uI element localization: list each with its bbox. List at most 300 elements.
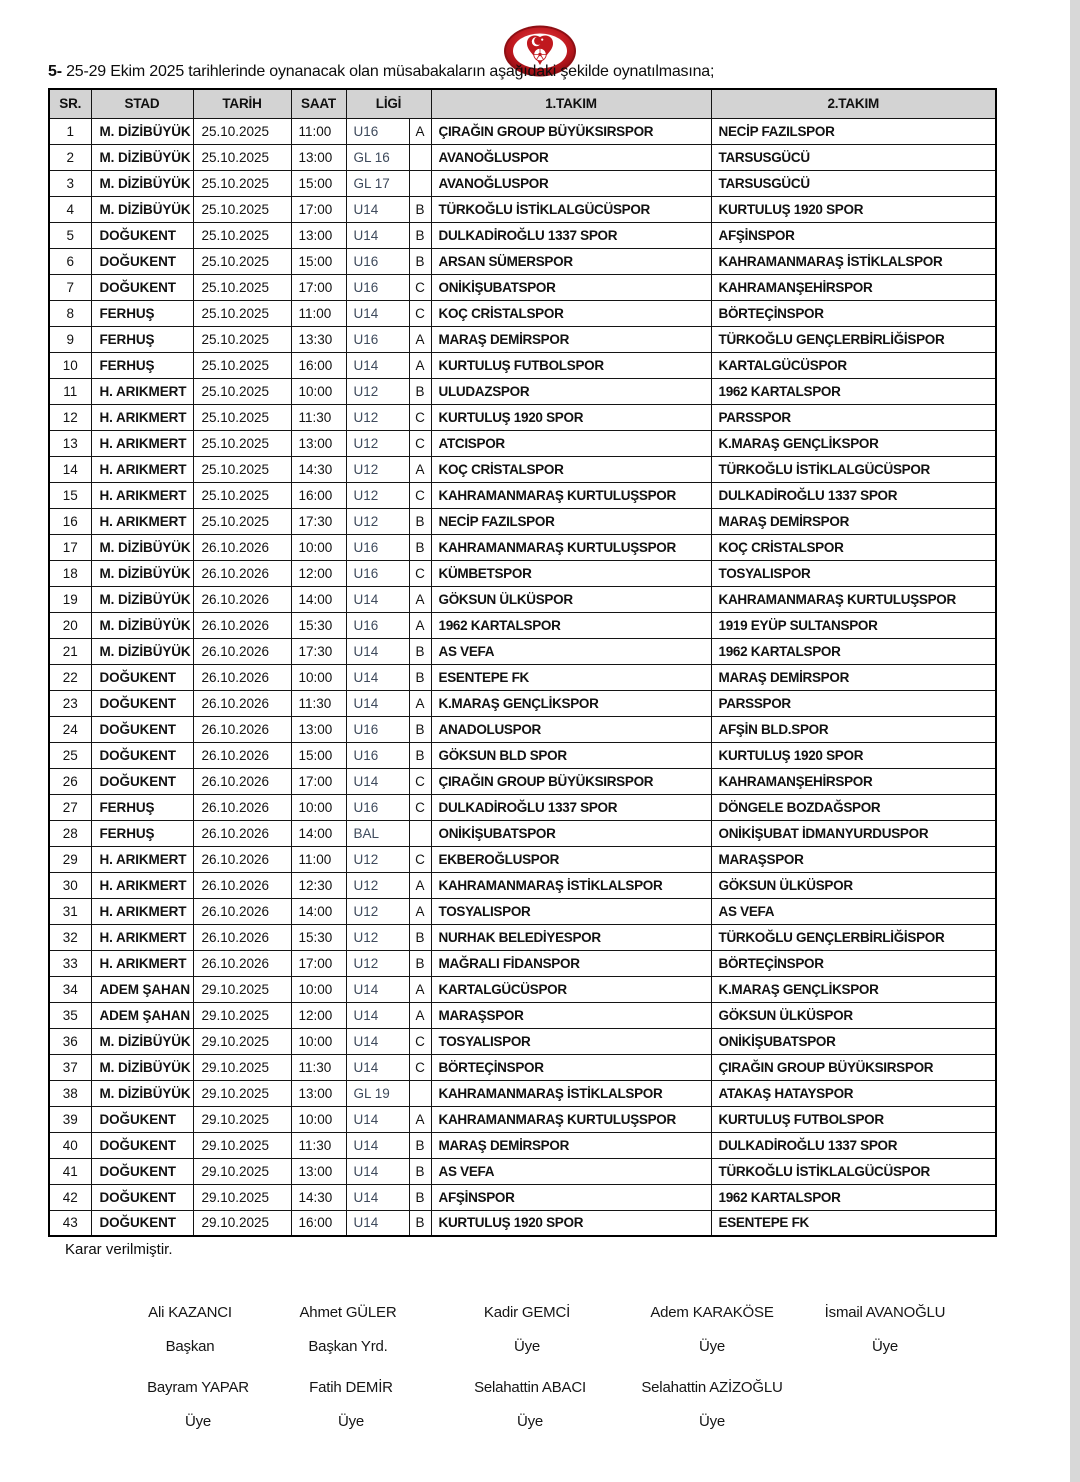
cell-team2: MARAŞ DEMİRSPOR <box>711 664 996 690</box>
table-row <box>49 430 996 456</box>
cell-team2: TÜRKOĞLU İSTİKLALGÜCÜSPOR <box>711 456 996 482</box>
cell-group: A <box>409 872 431 898</box>
cell-team1: GÖKSUN BLD SPOR <box>431 742 711 768</box>
table-row <box>49 352 996 378</box>
cell-league: U14 <box>346 976 409 1002</box>
cell-sr: 15 <box>49 482 91 508</box>
cell-date: 29.10.2025 <box>193 1210 291 1236</box>
cell-group: A <box>409 326 431 352</box>
cell-league: U14 <box>346 1184 409 1210</box>
cell-team2: DULKADİROĞLU 1337 SPOR <box>711 1132 996 1158</box>
signature-block <box>262 1303 434 1356</box>
cell-league: U16 <box>346 794 409 820</box>
cell-time: 13:00 <box>291 144 346 170</box>
signatory-role: Üye <box>513 1338 541 1355</box>
cell-stadium: DOĞUKENT <box>91 1158 193 1184</box>
cell-team1: KAHRAMANMARAŞ İSTİKLALSPOR <box>431 872 711 898</box>
cell-team2: ESENTEPE FK <box>711 1210 996 1236</box>
cell-stadium: M. DİZİBÜYÜK <box>91 118 193 144</box>
cell-date: 25.10.2025 <box>193 118 291 144</box>
cell-league: U14 <box>346 352 409 378</box>
cell-date: 25.10.2025 <box>193 300 291 326</box>
cell-team2: KAHRAMANMARAŞ İSTİKLALSPOR <box>711 248 996 274</box>
cell-team2: BÖRTEÇİNSPOR <box>711 950 996 976</box>
cell-time: 17:00 <box>291 274 346 300</box>
header-ligi: LİGİ <box>346 89 431 118</box>
cell-league: U14 <box>346 1158 409 1184</box>
cell-team2: ONİKİŞUBAT İDMANYURDUSPOR <box>711 820 996 846</box>
cell-team2: MARAŞ DEMİRSPOR <box>711 508 996 534</box>
cell-league: U14 <box>346 1106 409 1132</box>
cell-time: 13:00 <box>291 1158 346 1184</box>
table-row <box>49 1158 996 1184</box>
cell-sr: 9 <box>49 326 91 352</box>
table-row <box>49 1054 996 1080</box>
cell-group: B <box>409 1184 431 1210</box>
table-row <box>49 1210 996 1236</box>
cell-team2: 1962 KARTALSPOR <box>711 638 996 664</box>
cell-team2: BÖRTEÇİNSPOR <box>711 300 996 326</box>
header-takim1: 1.TAKIM <box>431 89 711 118</box>
cell-group: B <box>409 378 431 404</box>
decision-number: 5- <box>48 63 62 80</box>
cell-date: 26.10.2026 <box>193 950 291 976</box>
cell-group: B <box>409 1210 431 1236</box>
table-row <box>49 586 996 612</box>
scan-edge-strip <box>1070 0 1080 1482</box>
signature-block <box>441 1303 613 1356</box>
cell-stadium: DOĞUKENT <box>91 248 193 274</box>
cell-date: 26.10.2026 <box>193 898 291 924</box>
cell-group: B <box>409 664 431 690</box>
cell-team2: 1962 KARTALSPOR <box>711 1184 996 1210</box>
cell-league: U14 <box>346 1132 409 1158</box>
cell-league: U16 <box>346 274 409 300</box>
cell-stadium: H. ARIKMERT <box>91 482 193 508</box>
cell-league: U12 <box>346 950 409 976</box>
cell-sr: 23 <box>49 690 91 716</box>
cell-league: U14 <box>346 1028 409 1054</box>
signatory-role: Üye <box>698 1413 726 1430</box>
cell-league: U16 <box>346 716 409 742</box>
cell-group: A <box>409 1002 431 1028</box>
signatory-name: Bayram YAPAR <box>147 1379 249 1396</box>
cell-time: 10:00 <box>291 664 346 690</box>
cell-sr: 17 <box>49 534 91 560</box>
cell-stadium: DOĞUKENT <box>91 768 193 794</box>
table-row <box>49 456 996 482</box>
cell-group: A <box>409 1106 431 1132</box>
cell-group: C <box>409 846 431 872</box>
cell-date: 26.10.2026 <box>193 534 291 560</box>
cell-league: U12 <box>346 378 409 404</box>
cell-group: B <box>409 222 431 248</box>
cell-sr: 31 <box>49 898 91 924</box>
cell-time: 10:00 <box>291 534 346 560</box>
cell-team1: DULKADİROĞLU 1337 SPOR <box>431 794 711 820</box>
cell-league: GL 17 <box>346 170 409 196</box>
cell-stadium: M. DİZİBÜYÜK <box>91 1080 193 1106</box>
cell-league: U12 <box>346 482 409 508</box>
table-row <box>49 1184 996 1210</box>
cell-date: 25.10.2025 <box>193 430 291 456</box>
cell-team1: KURTULUŞ 1920 SPOR <box>431 404 711 430</box>
cell-time: 16:00 <box>291 352 346 378</box>
table-row <box>49 690 996 716</box>
cell-date: 25.10.2025 <box>193 248 291 274</box>
table-row <box>49 1080 996 1106</box>
cell-group: B <box>409 1132 431 1158</box>
cell-team1: KAHRAMANMARAŞ KURTULUŞSPOR <box>431 482 711 508</box>
cell-team2: PARSSPOR <box>711 404 996 430</box>
signatory-name: Ali KAZANCI <box>148 1304 232 1321</box>
cell-team2: 1962 KARTALSPOR <box>711 378 996 404</box>
header-saat: SAAT <box>291 89 346 118</box>
cell-team2: 1919 EYÜP SULTANSPOR <box>711 612 996 638</box>
cell-stadium: H. ARIKMERT <box>91 950 193 976</box>
cell-group: C <box>409 768 431 794</box>
table-row <box>49 1002 996 1028</box>
cell-league: U14 <box>346 196 409 222</box>
cell-date: 29.10.2025 <box>193 1106 291 1132</box>
cell-stadium: DOĞUKENT <box>91 1106 193 1132</box>
cell-time: 12:00 <box>291 560 346 586</box>
signature-block <box>444 1378 616 1431</box>
cell-date: 29.10.2025 <box>193 1028 291 1054</box>
cell-date: 26.10.2026 <box>193 872 291 898</box>
cell-league: U14 <box>346 690 409 716</box>
cell-team1: KARTALGÜCÜSPOR <box>431 976 711 1002</box>
cell-stadium: H. ARIKMERT <box>91 456 193 482</box>
cell-stadium: M. DİZİBÜYÜK <box>91 1028 193 1054</box>
signature-block <box>799 1303 971 1356</box>
cell-date: 25.10.2025 <box>193 456 291 482</box>
cell-date: 29.10.2025 <box>193 1080 291 1106</box>
cell-team1: GÖKSUN ÜLKÜSPOR <box>431 586 711 612</box>
cell-league: U16 <box>346 612 409 638</box>
cell-sr: 10 <box>49 352 91 378</box>
cell-team1: KOÇ CRİSTALSPOR <box>431 456 711 482</box>
signatory-name: Fatih DEMİR <box>309 1379 393 1396</box>
cell-group: B <box>409 742 431 768</box>
table-row <box>49 794 996 820</box>
cell-league: U12 <box>346 872 409 898</box>
table-row <box>49 716 996 742</box>
cell-stadium: H. ARIKMERT <box>91 846 193 872</box>
cell-sr: 35 <box>49 1002 91 1028</box>
cell-group: A <box>409 352 431 378</box>
cell-league: U16 <box>346 326 409 352</box>
cell-team1: MARAŞSPOR <box>431 1002 711 1028</box>
cell-sr: 36 <box>49 1028 91 1054</box>
signatory-role: Üye <box>337 1413 365 1430</box>
cell-sr: 11 <box>49 378 91 404</box>
cell-time: 11:30 <box>291 1132 346 1158</box>
decision-text: 25-29 Ekim 2025 tarihlerinde oynanacak olan müsabakaların aşağıdaki şekilde oynatılmasına; <box>61 63 715 80</box>
cell-date: 26.10.2026 <box>193 924 291 950</box>
cell-group: C <box>409 482 431 508</box>
cell-stadium: H. ARIKMERT <box>91 404 193 430</box>
table-row <box>49 612 996 638</box>
cell-stadium: M. DİZİBÜYÜK <box>91 170 193 196</box>
cell-group: A <box>409 456 431 482</box>
cell-league: U14 <box>346 638 409 664</box>
cell-time: 14:30 <box>291 456 346 482</box>
signatory-name: Selahattin ABACI <box>474 1379 586 1396</box>
cell-time: 11:00 <box>291 846 346 872</box>
table-row <box>49 326 996 352</box>
cell-time: 13:00 <box>291 430 346 456</box>
cell-date: 25.10.2025 <box>193 196 291 222</box>
cell-league: U12 <box>346 924 409 950</box>
cell-team1: 1962 KARTALSPOR <box>431 612 711 638</box>
cell-group: C <box>409 300 431 326</box>
cell-team1: MARAŞ DEMİRSPOR <box>431 1132 711 1158</box>
cell-group <box>409 820 431 846</box>
signature-block <box>112 1378 284 1431</box>
cell-date: 25.10.2025 <box>193 222 291 248</box>
cell-date: 26.10.2026 <box>193 820 291 846</box>
table-row <box>49 950 996 976</box>
cell-stadium: M. DİZİBÜYÜK <box>91 638 193 664</box>
signature-block <box>104 1303 276 1356</box>
table-row <box>49 976 996 1002</box>
cell-league: U16 <box>346 560 409 586</box>
cell-stadium: FERHUŞ <box>91 352 193 378</box>
cell-league: U14 <box>346 768 409 794</box>
cell-group <box>409 1080 431 1106</box>
cell-sr: 5 <box>49 222 91 248</box>
cell-stadium: DOĞUKENT <box>91 690 193 716</box>
cell-date: 26.10.2026 <box>193 768 291 794</box>
cell-league: U14 <box>346 664 409 690</box>
cell-team2: KAHRAMANMARAŞ KURTULUŞSPOR <box>711 586 996 612</box>
cell-team1: KAHRAMANMARAŞ KURTULUŞSPOR <box>431 534 711 560</box>
cell-time: 13:00 <box>291 222 346 248</box>
header-sr: SR. <box>49 89 91 118</box>
table-row <box>49 872 996 898</box>
cell-group: C <box>409 1028 431 1054</box>
cell-team1: ESENTEPE FK <box>431 664 711 690</box>
cell-sr: 8 <box>49 300 91 326</box>
table-row <box>49 404 996 430</box>
cell-date: 26.10.2026 <box>193 586 291 612</box>
cell-date: 29.10.2025 <box>193 976 291 1002</box>
cell-team2: KURTULUŞ FUTBOLSPOR <box>711 1106 996 1132</box>
cell-date: 26.10.2026 <box>193 560 291 586</box>
cell-team1: MAĞRALI FİDANSPOR <box>431 950 711 976</box>
table-row <box>49 820 996 846</box>
cell-team1: AVANOĞLUSPOR <box>431 170 711 196</box>
header-stad: STAD <box>91 89 193 118</box>
cell-group: A <box>409 898 431 924</box>
cell-time: 15:30 <box>291 612 346 638</box>
cell-sr: 16 <box>49 508 91 534</box>
cell-stadium: M. DİZİBÜYÜK <box>91 534 193 560</box>
cell-date: 25.10.2025 <box>193 352 291 378</box>
cell-team1: K.MARAŞ GENÇLİKSPOR <box>431 690 711 716</box>
cell-time: 10:00 <box>291 794 346 820</box>
signatory-name: İsmail AVANOĞLU <box>824 1304 946 1321</box>
cell-group: B <box>409 196 431 222</box>
cell-sr: 4 <box>49 196 91 222</box>
cell-time: 13:00 <box>291 716 346 742</box>
cell-date: 29.10.2025 <box>193 1002 291 1028</box>
cell-team2: KOÇ CRİSTALSPOR <box>711 534 996 560</box>
table-body <box>49 118 996 1236</box>
table-row <box>49 196 996 222</box>
cell-date: 25.10.2025 <box>193 274 291 300</box>
signatory-name: Ahmet GÜLER <box>299 1304 397 1321</box>
cell-group: B <box>409 638 431 664</box>
decision-heading <box>48 63 1008 81</box>
cell-group: A <box>409 586 431 612</box>
cell-time: 12:00 <box>291 1002 346 1028</box>
cell-team1: EKBEROĞLUSPOR <box>431 846 711 872</box>
cell-sr: 30 <box>49 872 91 898</box>
cell-time: 17:00 <box>291 768 346 794</box>
cell-date: 25.10.2025 <box>193 170 291 196</box>
cell-team2: ÇIRAĞIN GROUP BÜYÜKSIRSPOR <box>711 1054 996 1080</box>
table-row <box>49 898 996 924</box>
cell-team2: TARSUSGÜCÜ <box>711 170 996 196</box>
cell-sr: 42 <box>49 1184 91 1210</box>
cell-sr: 32 <box>49 924 91 950</box>
cell-group: C <box>409 430 431 456</box>
header-takim2: 2.TAKIM <box>711 89 996 118</box>
cell-stadium: DOĞUKENT <box>91 222 193 248</box>
cell-group: C <box>409 274 431 300</box>
cell-time: 10:00 <box>291 1028 346 1054</box>
cell-time: 15:00 <box>291 248 346 274</box>
cell-team1: DULKADİROĞLU 1337 SPOR <box>431 222 711 248</box>
cell-date: 26.10.2026 <box>193 638 291 664</box>
cell-group: B <box>409 1158 431 1184</box>
cell-sr: 25 <box>49 742 91 768</box>
cell-group: A <box>409 976 431 1002</box>
table-row <box>49 508 996 534</box>
cell-league: GL 16 <box>346 144 409 170</box>
cell-sr: 24 <box>49 716 91 742</box>
cell-league: GL 19 <box>346 1080 409 1106</box>
cell-team1: AFŞİNSPOR <box>431 1184 711 1210</box>
cell-sr: 33 <box>49 950 91 976</box>
cell-league: U16 <box>346 534 409 560</box>
signatory-role: Üye <box>871 1338 899 1355</box>
cell-time: 11:30 <box>291 690 346 716</box>
cell-time: 16:00 <box>291 482 346 508</box>
cell-time: 10:00 <box>291 1106 346 1132</box>
signatory-role: Üye <box>184 1413 212 1430</box>
cell-team1: ÇIRAĞIN GROUP BÜYÜKSIRSPOR <box>431 768 711 794</box>
cell-sr: 20 <box>49 612 91 638</box>
signatory-role: Üye <box>698 1338 726 1355</box>
cell-team2: AS VEFA <box>711 898 996 924</box>
cell-sr: 3 <box>49 170 91 196</box>
cell-team2: ONİKİŞUBATSPOR <box>711 1028 996 1054</box>
cell-group: C <box>409 1054 431 1080</box>
cell-team1: NURHAK BELEDİYESPOR <box>431 924 711 950</box>
cell-team2: KURTULUŞ 1920 SPOR <box>711 742 996 768</box>
cell-team2: PARSSPOR <box>711 690 996 716</box>
cell-date: 25.10.2025 <box>193 144 291 170</box>
cell-team2: KURTULUŞ 1920 SPOR <box>711 196 996 222</box>
cell-date: 25.10.2025 <box>193 482 291 508</box>
cell-league: U12 <box>346 456 409 482</box>
cell-team1: KAHRAMANMARAŞ İSTİKLALSPOR <box>431 1080 711 1106</box>
table-row <box>49 118 996 144</box>
cell-time: 15:00 <box>291 742 346 768</box>
cell-time: 14:00 <box>291 820 346 846</box>
cell-team2: TARSUSGÜCÜ <box>711 144 996 170</box>
cell-group: B <box>409 248 431 274</box>
cell-group: B <box>409 716 431 742</box>
cell-sr: 14 <box>49 456 91 482</box>
cell-sr: 2 <box>49 144 91 170</box>
cell-league: U16 <box>346 118 409 144</box>
cell-date: 26.10.2026 <box>193 794 291 820</box>
signatory-name: Adem KARAKÖSE <box>650 1304 774 1321</box>
cell-time: 11:30 <box>291 1054 346 1080</box>
table-row <box>49 248 996 274</box>
cell-team1: ULUDAZSPOR <box>431 378 711 404</box>
cell-team2: TÜRKOĞLU GENÇLERBİRLİĞİSPOR <box>711 924 996 950</box>
cell-time: 13:30 <box>291 326 346 352</box>
cell-time: 15:30 <box>291 924 346 950</box>
cell-date: 26.10.2026 <box>193 716 291 742</box>
cell-sr: 40 <box>49 1132 91 1158</box>
cell-team1: TOSYALISPOR <box>431 1028 711 1054</box>
cell-date: 25.10.2025 <box>193 508 291 534</box>
cell-date: 25.10.2025 <box>193 378 291 404</box>
cell-team1: AS VEFA <box>431 638 711 664</box>
cell-stadium: DOĞUKENT <box>91 274 193 300</box>
cell-time: 16:00 <box>291 1210 346 1236</box>
cell-time: 17:30 <box>291 508 346 534</box>
cell-team2: KARTALGÜCÜSPOR <box>711 352 996 378</box>
cell-team2: NECİP FAZILSPOR <box>711 118 996 144</box>
cell-team2: AFŞİNSPOR <box>711 222 996 248</box>
cell-time: 17:00 <box>291 950 346 976</box>
cell-stadium: FERHUŞ <box>91 300 193 326</box>
cell-stadium: DOĞUKENT <box>91 664 193 690</box>
cell-group: B <box>409 534 431 560</box>
cell-team2: GÖKSUN ÜLKÜSPOR <box>711 1002 996 1028</box>
cell-time: 14:00 <box>291 586 346 612</box>
signature-block <box>626 1303 798 1356</box>
cell-time: 14:30 <box>291 1184 346 1210</box>
cell-sr: 29 <box>49 846 91 872</box>
cell-team1: TOSYALISPOR <box>431 898 711 924</box>
cell-group: A <box>409 612 431 638</box>
cell-team2: K.MARAŞ GENÇLİKSPOR <box>711 430 996 456</box>
cell-stadium: ADEM ŞAHAN <box>91 976 193 1002</box>
table-row <box>49 768 996 794</box>
cell-stadium: DOĞUKENT <box>91 1132 193 1158</box>
cell-time: 10:00 <box>291 976 346 1002</box>
cell-league: U14 <box>346 222 409 248</box>
cell-league: BAL <box>346 820 409 846</box>
cell-sr: 6 <box>49 248 91 274</box>
cell-team2: K.MARAŞ GENÇLİKSPOR <box>711 976 996 1002</box>
cell-date: 26.10.2026 <box>193 742 291 768</box>
cell-group: C <box>409 404 431 430</box>
cell-stadium: FERHUŞ <box>91 794 193 820</box>
cell-team2: KAHRAMANŞEHİRSPOR <box>711 274 996 300</box>
cell-group <box>409 144 431 170</box>
cell-team2: DÖNGELE BOZDAĞSPOR <box>711 794 996 820</box>
cell-time: 15:00 <box>291 170 346 196</box>
